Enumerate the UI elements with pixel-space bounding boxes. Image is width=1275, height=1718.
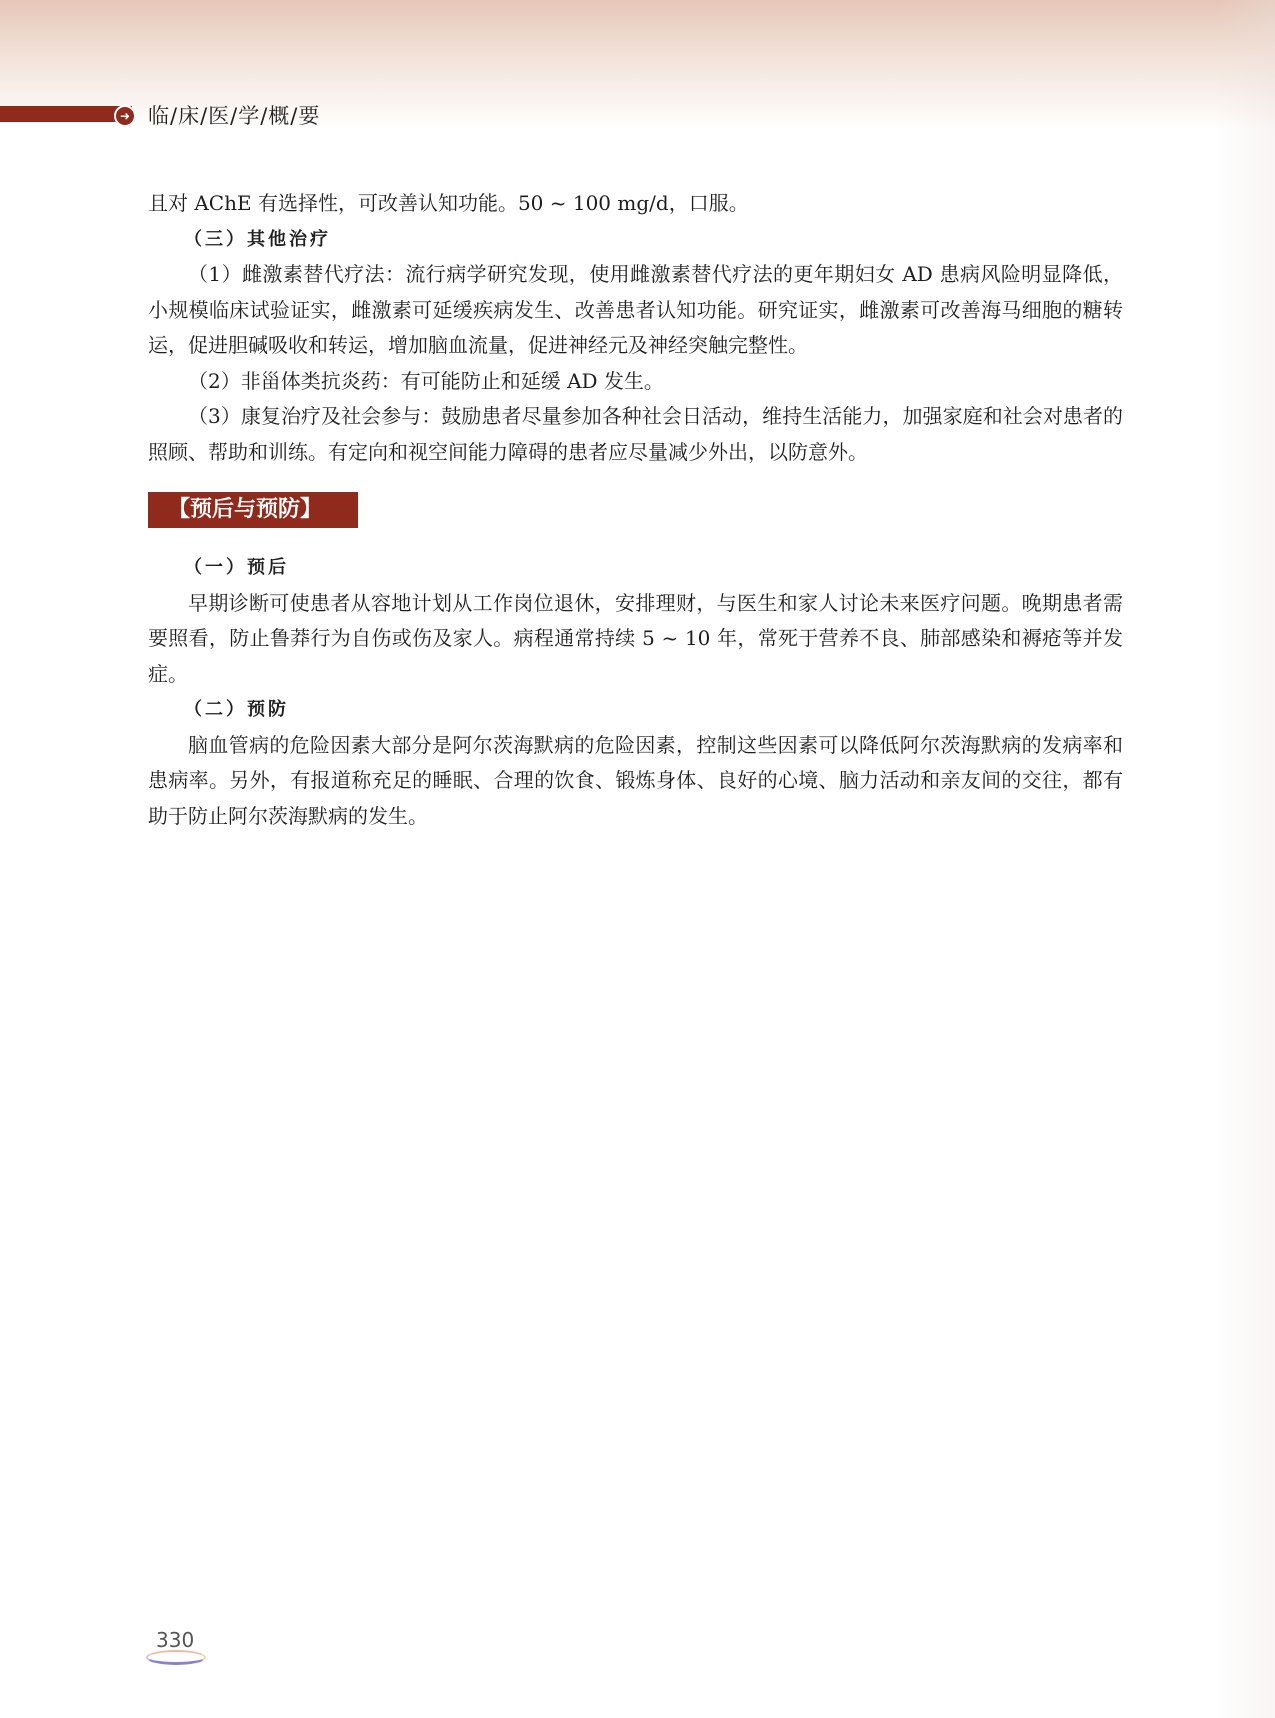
subheading-prognosis: （一）预后 xyxy=(184,557,289,578)
page-number: 330 xyxy=(156,1628,195,1652)
running-header-title: 临/床/医/学/概/要 xyxy=(148,104,321,128)
body-paragraph: 且对 AChE 有选择性，可改善认知功能。50 ~ 100 mg/d，口服。 xyxy=(148,191,749,215)
list-item-estrogen: （1）雌激素替代疗法：流行病学研究发现，使用雌激素替代疗法的更年期妇女 AD 患病风险明显降低，小规模临床试验证实，雌激素可延缓疾病发生、改善患者认知功能。研究证实，雌激素可改善海马细胞的糖转运，促进胆碱吸收和转运，增加脑血流量，促进神经元及神经突触完整性。 xyxy=(148,262,1123,357)
body-paragraph-prognosis: 早期诊断可使患者从容地计划从工作岗位退休，安排理财，与医生和家人讨论未来医疗问题。晚期患者需要照看，防止鲁莽行为自伤或伤及家人。病程通常持续 5 ~ 10 年，常死于营养不良、肺部感染和褥疮等并发症。 xyxy=(148,590,1123,686)
subheading-other-treatment: （三）其他治疗 xyxy=(184,228,331,250)
page-number-swoosh xyxy=(146,1650,206,1665)
page-edge-shadow xyxy=(1215,0,1275,1718)
arrow-right-circle-icon: ➜ xyxy=(114,105,136,127)
list-item-nsaid: （2）非甾体类抗炎药：有可能防止和延缓 AD 发生。 xyxy=(188,368,664,393)
list-item-rehabilitation: （3）康复治疗及社会参与：鼓励患者尽量参加各种社会日活动，维持生活能力，加强家庭和社会对患者的照顾、帮助和训练。有定向和视空间能力障碍的患者应尽量减少外出，以防意外。 xyxy=(148,404,1123,464)
header-accent-bar xyxy=(0,106,132,122)
subheading-prevention: （二）预防 xyxy=(184,699,289,720)
page-body xyxy=(148,186,1123,834)
section-title-banner: 【预后与预防】 xyxy=(148,492,358,528)
body-paragraph-prevention: 脑血管病的危险因素大部分是阿尔茨海默病的危险因素，控制这些因素可以降低阿尔茨海默病的发病率和患病率。另外，有报道称充足的睡眠、合理的饮食、锻炼身体、良好的心境、脑力活动和亲友间的交往，都有助于防止阿尔茨海默病的发生。 xyxy=(148,732,1123,828)
